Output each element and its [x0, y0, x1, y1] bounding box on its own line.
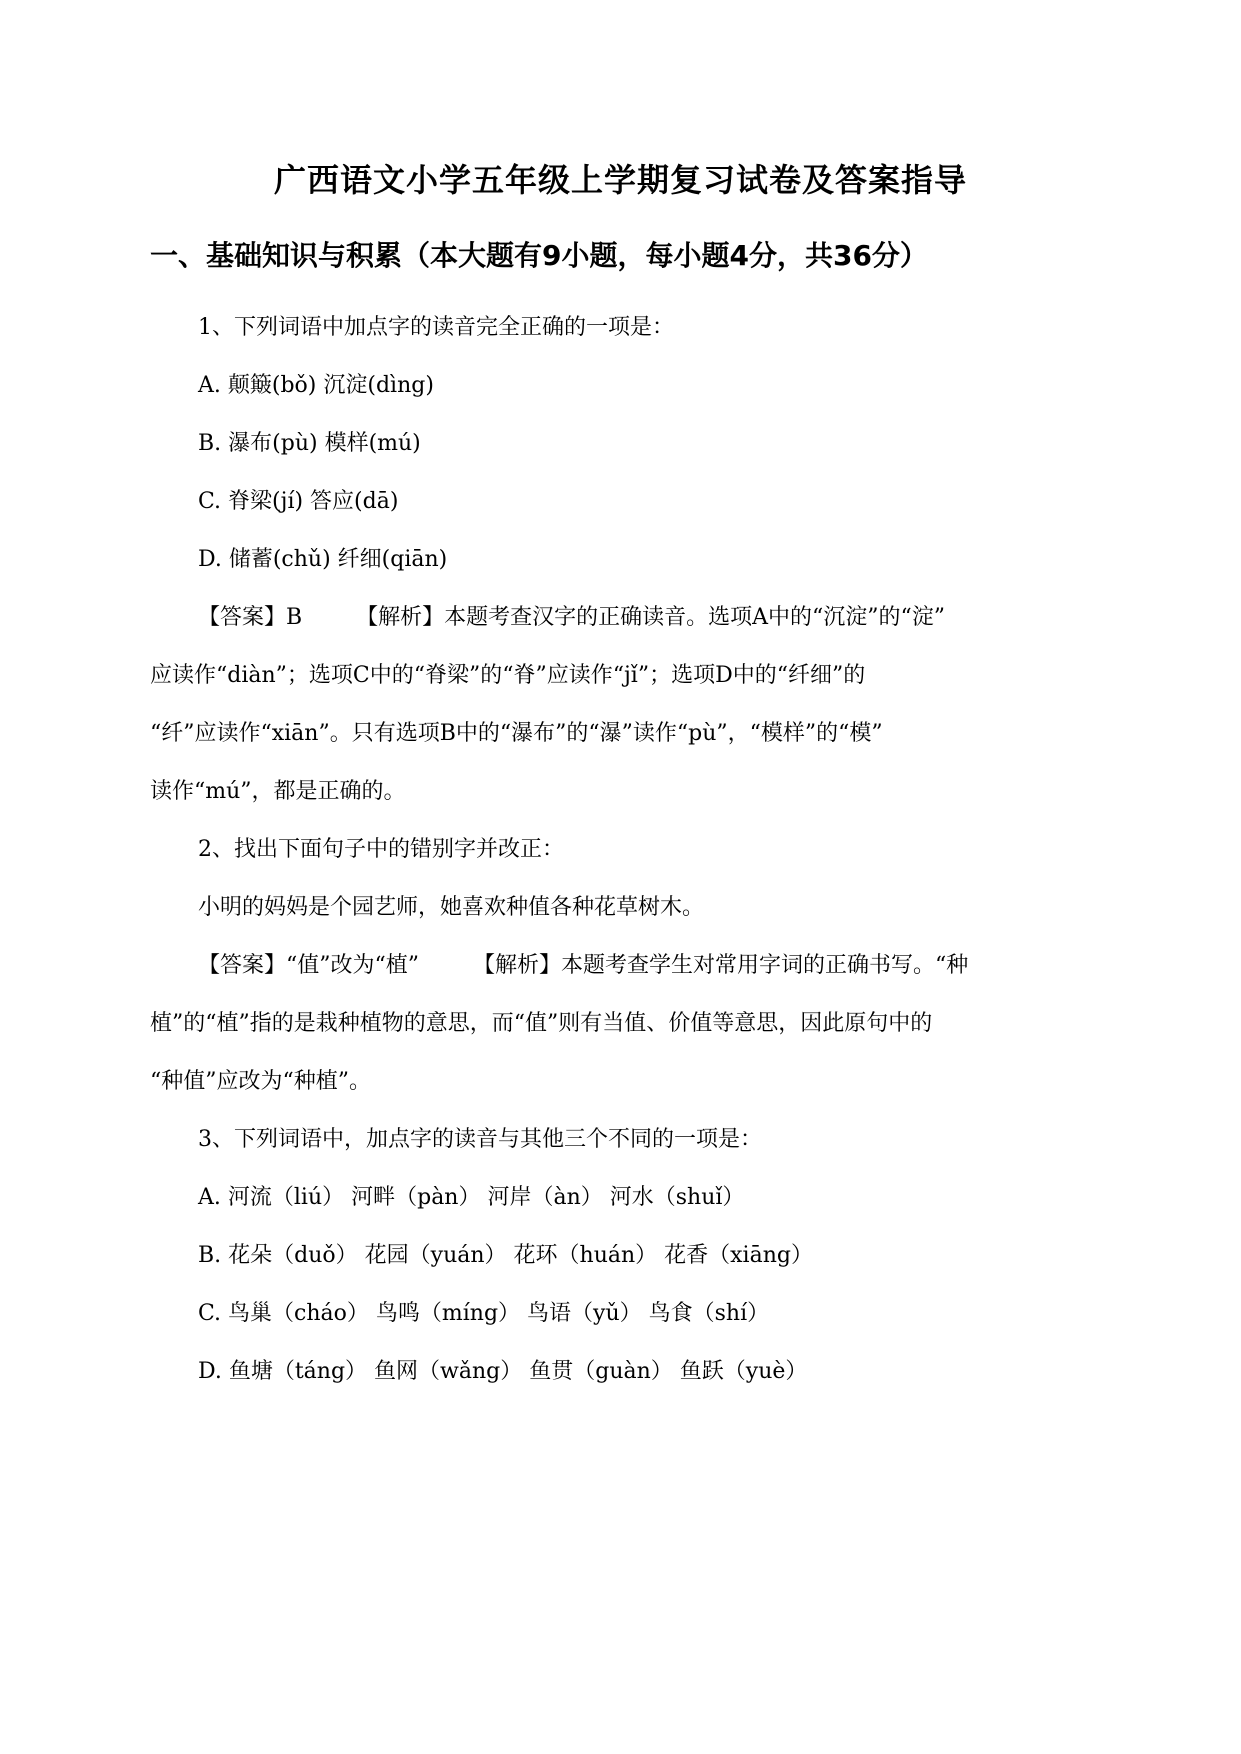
question-2-analysis-line-2: 植”的“植”指的是栽种植物的意思，而“值”则有当值、价值等意思，因此原句中的	[150, 1011, 933, 1036]
question-2-analysis-line-3: “种值”应改为“种植”。	[150, 1069, 371, 1094]
question-1-answer-line	[198, 607, 945, 629]
question-1-analysis-line-3: “纤”应读作“xiān”。只有选项B中的“瀑布”的“瀑”读作“pù”，“模样”的“模”	[150, 721, 883, 746]
question-3-option-d: D. 鱼塘（táng） 鱼网（wǎng） 鱼贯（guàn） 鱼跃（yuè）	[198, 1359, 808, 1384]
question-1-option-c: C. 脊梁(jí) 答应(dā)	[198, 489, 399, 514]
question-2-stem: 2、找出下面句子中的错别字并改正：	[198, 837, 564, 862]
question-1-option-b: B. 瀑布(pù) 模样(mú)	[198, 431, 421, 456]
question-3-stem: 3、下列词语中，加点字的读音与其他三个不同的一项是：	[198, 1127, 762, 1152]
question-1-analysis-line-4: 读作“mú”，都是正确的。	[150, 779, 406, 804]
question-2-answer: 【答案】“值”改为“植”	[198, 953, 419, 978]
section-heading: 一、基础知识与积累（本大题有9小题，每小题4分，共36分）	[150, 239, 928, 272]
question-1-analysis-line-1: 【解析】本题考查汉字的正确读音。选项A中的“沉淀”的“淀”	[356, 605, 946, 630]
question-1-stem: 1、下列词语中加点字的读音完全正确的一项是：	[198, 315, 674, 340]
question-3-option-c: C. 鸟巢（cháo） 鸟鸣（míng） 鸟语（yǔ） 鸟食（shí）	[198, 1301, 770, 1326]
document-title: 广西语文小学五年级上学期复习试卷及答案指导	[273, 161, 967, 199]
question-1-answer: 【答案】B	[198, 605, 303, 630]
question-1-option-d: D. 储蓄(chǔ) 纤细(qiān)	[198, 547, 448, 572]
question-2-sentence: 小明的妈妈是个园艺师，她喜欢种值各种花草树木。	[198, 895, 705, 920]
question-1-analysis-line-2: 应读作“diàn”；选项C中的“脊梁”的“脊”应读作“jǐ”；选项D中的“纤细”的	[150, 663, 866, 688]
question-2-analysis-line-1: 【解析】本题考查学生对常用字词的正确书写。“种	[473, 953, 969, 978]
question-3-option-b: B. 花朵（duǒ） 花园（yuán） 花环（huán） 花香（xiāng）	[198, 1243, 813, 1268]
question-1-option-a: A. 颠簸(bǒ) 沉淀(dìng)	[198, 373, 434, 398]
question-3-option-a: A. 河流（liú） 河畔（pàn） 河岸（àn） 河水（shuǐ）	[198, 1185, 745, 1210]
question-2-answer-line	[198, 955, 968, 977]
